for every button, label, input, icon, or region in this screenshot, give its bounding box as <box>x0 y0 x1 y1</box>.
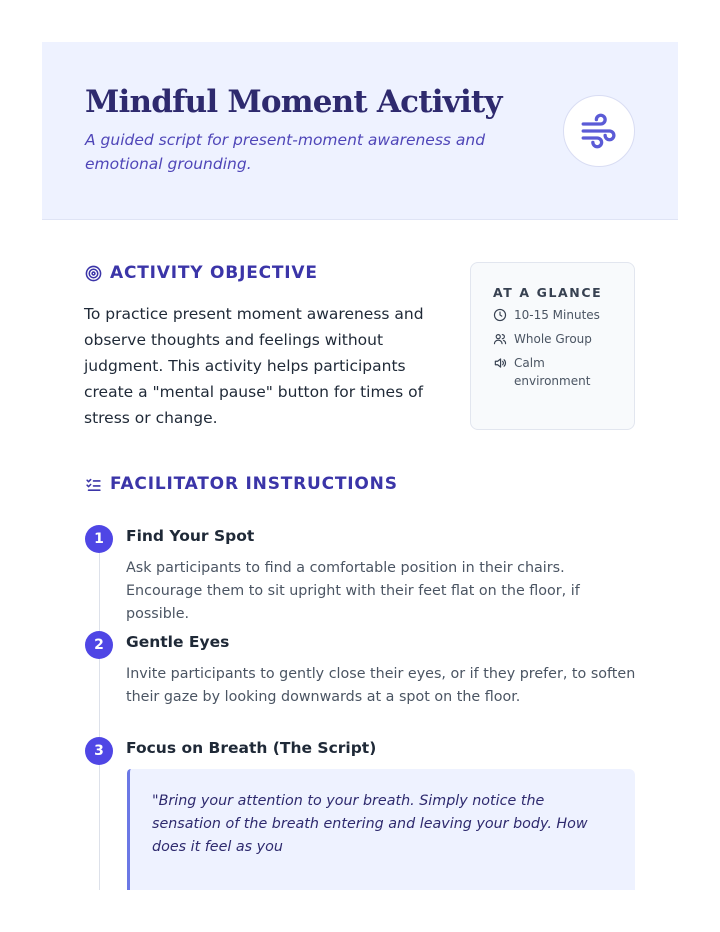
wind-icon <box>578 110 620 152</box>
step-number: 2 <box>85 631 113 659</box>
at-a-glance-card <box>470 262 635 430</box>
glance-item-environment <box>493 354 634 390</box>
volume-icon <box>493 356 507 370</box>
step-title: Gentle Eyes <box>126 633 230 651</box>
step-number: 3 <box>85 737 113 765</box>
users-icon <box>493 332 507 346</box>
glance-item-group <box>493 330 634 348</box>
glance-item-label: 10-15 Minutes <box>514 308 600 322</box>
instructions-heading-label: FACILITATOR INSTRUCTIONS <box>110 474 398 494</box>
glance-item-label: Whole Group <box>514 332 592 346</box>
clock-icon <box>493 308 507 322</box>
objective-heading <box>85 263 318 283</box>
script-quote: "Bring your attention to your breath. Simply notice the sensation of the breath entering and leaving your body. How does it feel as you <box>127 769 635 890</box>
step-title: Find Your Spot <box>126 527 255 545</box>
page-subtitle: A guided script for present-moment awareness and emotional grounding. <box>85 131 486 173</box>
checklist-icon <box>85 476 102 493</box>
target-icon <box>85 265 102 282</box>
at-a-glance-title: AT A GLANCE <box>493 285 603 300</box>
step-number: 1 <box>85 525 113 553</box>
step-description: Invite participants to gently close their eyes, or if they prefer, to soften their gaze by looking downwards at a spot on the floor. <box>126 666 636 705</box>
step-title: Focus on Breath (The Script) <box>126 739 377 757</box>
header-icon-badge <box>563 95 635 167</box>
glance-item-duration <box>493 306 634 324</box>
glance-item-label: Calm environment <box>514 356 591 388</box>
page-title: Mindful Moment Activity <box>85 84 502 120</box>
header-banner <box>42 42 678 220</box>
timeline-line <box>99 540 100 890</box>
objective-heading-label: ACTIVITY OBJECTIVE <box>110 263 318 283</box>
instructions-heading <box>85 474 398 494</box>
objective-text: To practice present moment awareness and observe thoughts and feelings without judgment. This activity helps participants create a "mental pause" button for times of stress or change. <box>84 305 424 427</box>
step-description: Ask participants to find a comfortable position in their chairs. Encourage them to sit upright with their feet flat on the floor, if possible. <box>126 560 580 622</box>
